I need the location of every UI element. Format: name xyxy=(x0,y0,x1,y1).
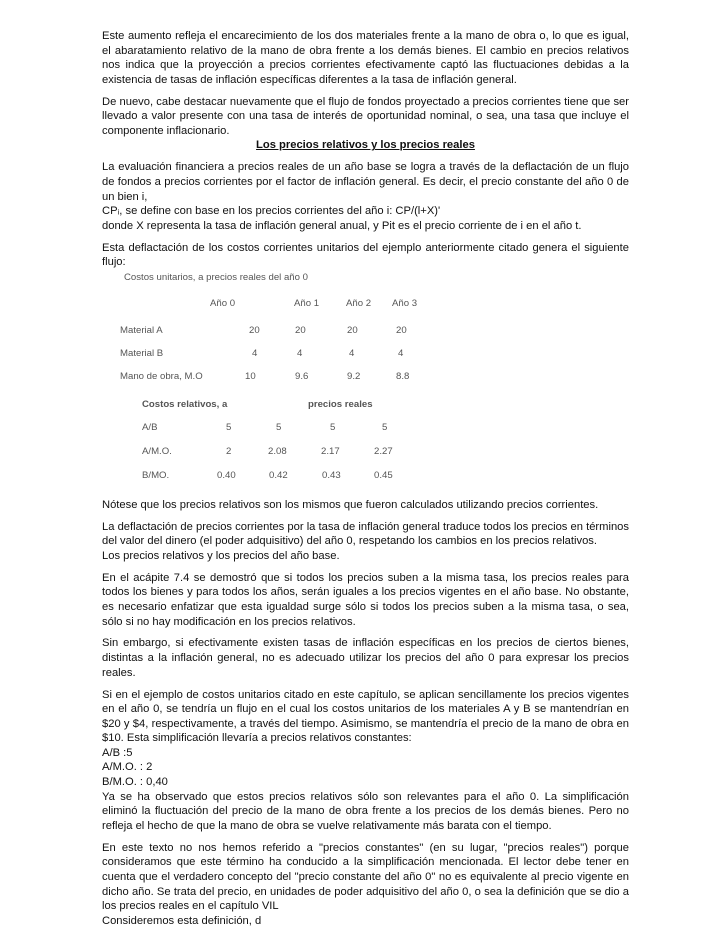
paragraph-line: donde X representa la tasa de inflación general anual, y Pit es el precio corriente de i en el año t. xyxy=(102,219,582,232)
year-header: Año 0 xyxy=(210,297,236,309)
table-cell: 2 xyxy=(226,445,232,457)
relative-costs-title: Costos relativos, a xyxy=(142,398,228,410)
table-cell: 5 xyxy=(330,421,336,433)
paragraph: Esta deflactación de los costos corrientes unitarios del ejemplo anteriormente citado genera el siguiente flujo: xyxy=(102,241,629,269)
table-cell: 0.45 xyxy=(374,469,393,481)
relative-price-line: A/M.O. : 2 xyxy=(102,761,153,774)
paragraph: La evaluación financiera a precios reales de un año base se logra a través de la deflactación de un flujo de fondos a precios corrientes por el factor de inflación general. Es decir, el precio constante del año 0 de un bien i, xyxy=(102,161,629,203)
year-header: Año 3 xyxy=(392,297,418,309)
table-cell: 4 xyxy=(349,347,355,359)
table-cell: 5 xyxy=(226,421,232,433)
page-content xyxy=(102,29,629,928)
table-cell: 10 xyxy=(245,370,256,382)
table-cell: 4 xyxy=(297,347,303,359)
paragraph-line: CPᵢ, se define con base en los precios corrientes del año i: CP/(l+X)' xyxy=(102,205,441,218)
paragraph: En el acápite 7.4 se demostró que si todos los precios suben a la misma tasa, los precios reales para todos los bienes y para todos los años, serán iguales a los precios vigentes en el año base. No obstante, es necesario enfatizar que esta igualdad surge sólo si todos los precios suben a la misma tasa, o sea, sólo si no hay modificación en los precios relativos. xyxy=(102,571,629,628)
table-cell: 20 xyxy=(396,324,407,336)
table-cell: 4 xyxy=(252,347,258,359)
table-cell: 2.17 xyxy=(321,445,340,457)
row-label: Mano de obra, M.O xyxy=(120,370,203,382)
paragraph: Ya se ha observado que estos precios relativos sólo son relevantes para el año 0. La simplificación eliminó la fluctuación del precio de la mano de obra frente a los precios de los demás bienes. Pero no refleja el hecho de que la mano de obra se vuelve relativamente más barata con el tiempo. xyxy=(102,790,629,832)
relative-costs-title: precios reales xyxy=(308,398,373,410)
year-header: Año 2 xyxy=(346,297,372,309)
paragraph-line: Los precios relativos y los precios del año base. xyxy=(102,549,340,562)
row-label: A/B xyxy=(142,421,158,433)
paragraph: La deflactación de precios corrientes por la tasa de inflación general traduce todos los precios en términos del valor del dinero (el poder adquisitivo) del año 0, respetando los cambios en los precios relativos. xyxy=(102,520,629,548)
table-cell: 20 xyxy=(347,324,358,336)
paragraph-line: Consideremos esta definición, d xyxy=(102,914,262,927)
table-cell: 2.08 xyxy=(268,445,287,457)
table-cell: 5 xyxy=(382,421,388,433)
table-cell: 9.6 xyxy=(295,370,309,382)
table-cell: 0.43 xyxy=(322,469,341,481)
table-cell: 0.40 xyxy=(217,469,236,481)
table-cell: 5 xyxy=(276,421,282,433)
relative-price-line: A/B :5 xyxy=(102,746,133,759)
paragraph: Si en el ejemplo de costos unitarios citado en este capítulo, se aplican sencillamente los precios vigentes en el año 0, se tendría un flujo en el cual los costos unitarios de los materiales A y B se mantendrían en $20 y $4, respectivamente, a través del tiempo. Asimismo, se mantendría el precio de la mano de obra en $10. Esta simplificación llevaría a precios relativos constantes: xyxy=(102,688,629,745)
relative-price-line: B/M.O. : 0,40 xyxy=(102,776,168,789)
row-label: Material A xyxy=(120,324,163,336)
row-label: Material B xyxy=(120,347,164,359)
table-title: Costos unitarios, a precios reales del año 0 xyxy=(124,271,308,283)
year-header: Año 1 xyxy=(294,297,320,309)
table-cell: 9.2 xyxy=(347,370,361,382)
paragraph: De nuevo, cabe destacar nuevamente que el flujo de fondos proyectado a precios corrientes tiene que ser llevado a valor presente con una tasa de interés de oportunidad nominal, o sea, una tasa que incluye el componente inflacionario. xyxy=(102,95,629,137)
table-cell: 8.8 xyxy=(396,370,410,382)
paragraph: En este texto no nos hemos referido a "precios constantes" (en su lugar, "precios reales") porque consideramos que este término ha conducido a la simplificación mencionada. El lector debe tener en cuenta que el verdadero concepto del "precio constante del año 0" no es equivalente al precio vigente en dicho año. Se trata del precio, en unidades de poder adquisitivo del año 0, o sea la definición que se dio a los precios reales en el capítulo VIL xyxy=(102,841,629,913)
section-heading: Los precios relativos y los precios reales xyxy=(256,139,475,152)
row-label: A/M.O. xyxy=(142,445,172,457)
table-cell: 0.42 xyxy=(269,469,288,481)
paragraph: Nótese que los precios relativos son los mismos que fueron calculados utilizando precios corrientes. xyxy=(102,498,599,511)
paragraph: Sin embargo, si efectivamente existen tasas de inflación específicas en los precios de ciertos bienes, distintas a la inflación general, no es adecuado utilizar los precios del año 0 para expresar los precios reales. xyxy=(102,637,629,679)
table-cell: 2.27 xyxy=(374,445,393,457)
table-cell: 20 xyxy=(249,324,260,336)
table-cell: 4 xyxy=(398,347,404,359)
paragraph: Este aumento refleja el encarecimiento de los dos materiales frente a la mano de obra o, lo que es igual, el abaratamiento relativo de la mano de obra frente a los demás bienes. El cambio en precios relativos nos indica que la proyección a precios corrientes efectivamente captó las fluctuaciones debidas a la existencia de tasas de inflación específicas diferentes a la tasa de inflación general. xyxy=(102,30,629,86)
table-cell: 20 xyxy=(295,324,306,336)
row-label: B/MO. xyxy=(142,469,170,481)
cost-table-figure xyxy=(112,272,432,492)
